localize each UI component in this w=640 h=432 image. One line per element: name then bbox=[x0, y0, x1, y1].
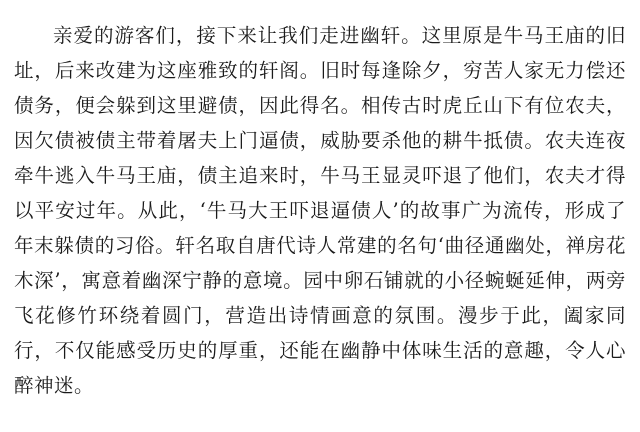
paragraph-main: 亲爱的游客们，接下来让我们走进幽轩。这里原是牛马王庙的旧址，后来改建为这座雅致的轩阁。旧时每逢除夕，穷苦人家无力偿还债务，便会躲到这里避债，因此得名。相传古时虎丘山下有位农夫，因欠债被债主带着屠夫上门逼债，威胁要杀他的耕牛抵债。农夫连夜牵牛逃入牛马王庙，债主追来时，牛马王显灵吓退了他们，农夫才得以平安过年。从此，‘牛马大王吓退逼债人’的故事广为流传，形成了年末躲债的习俗。轩名取自唐代诗人常建的名句‘曲径通幽处，禅房花木深’，寓意着幽深宁静的意境。园中卵石铺就的小径蜿蜒延伸，两旁飞花修竹环绕着圆门，营造出诗情画意的氛围。漫步于此，阖家同行，不仅能感受历史的厚重，还能在幽静中体味生活的意趣，令人心醉神迷。 bbox=[14, 24, 626, 397]
